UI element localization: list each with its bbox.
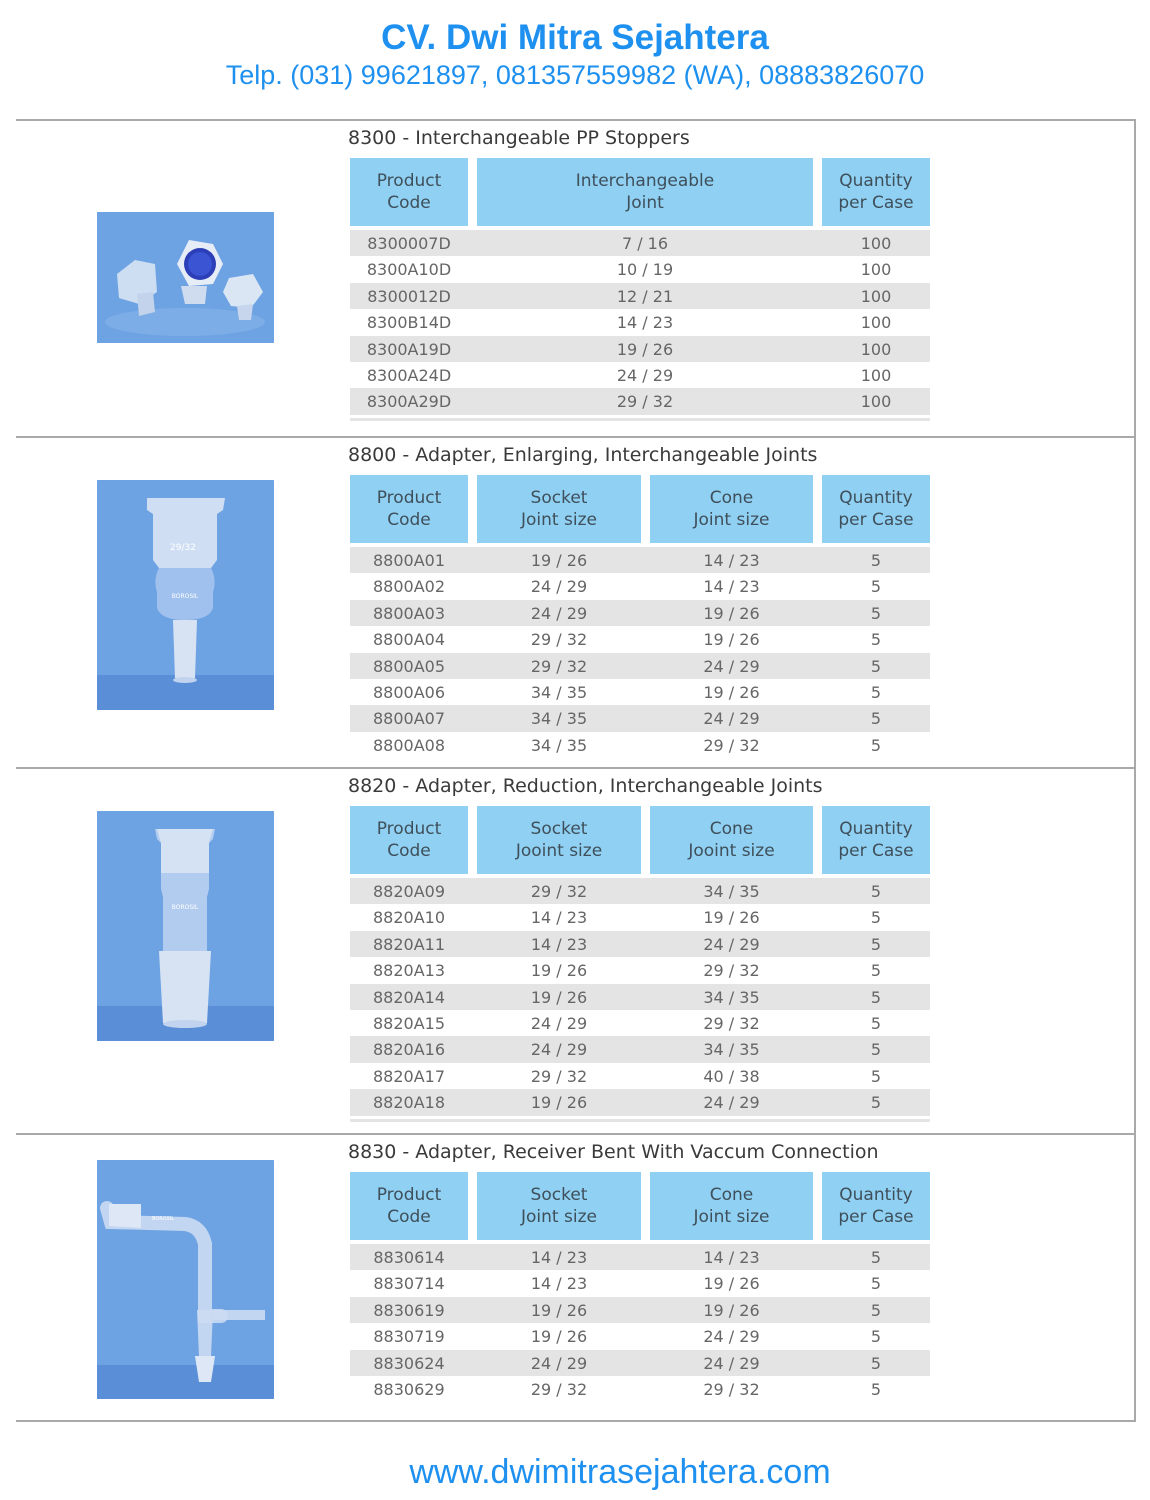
website-url[interactable]: www.dwimitrasejahtera.com	[409, 1453, 831, 1491]
table-row: 8820A11 14 / 23 24 / 29 5	[350, 931, 930, 957]
product-table	[350, 878, 930, 1116]
table-row: 8800A02 24 / 29 14 / 23 5	[372, 577, 882, 597]
table-row: 8300B14D 14 / 23 100	[366, 313, 892, 333]
table-row: 8820A16 24 / 29 34 / 35 5	[350, 1036, 930, 1062]
table-row: 8830629 29 / 32 29 / 32 5	[373, 1379, 882, 1399]
product-photo-receiver-bent-adapter	[97, 1160, 274, 1399]
table-row: 8830714 14 / 23 19 / 26 5	[373, 1274, 882, 1294]
column-header-socket-jooint-size: Socket Jooint size	[477, 806, 641, 874]
svg-text:BOROSIL: BOROSIL	[171, 904, 199, 911]
table-row: 8800A07 34 / 35 24 / 29 5	[350, 705, 930, 731]
column-header-product-code: Product Code	[350, 1172, 468, 1240]
section-title: 8300 - Interchangeable PP Stoppers	[348, 127, 690, 149]
section-8300	[16, 121, 1134, 436]
table-row: 8300A24D 24 / 29 100	[366, 365, 892, 385]
table-row: 8800A01 19 / 26 14 / 23 5	[350, 547, 930, 573]
column-header-product-code: Product Code	[350, 158, 468, 226]
table-row: 8820A10 14 / 23 19 / 26 5	[372, 908, 882, 928]
table-row: 8830619 19 / 26 19 / 26 5	[350, 1297, 930, 1323]
section-title: 8800 - Adapter, Enlarging, Interchangeable Joints	[348, 444, 818, 466]
table-row: 8830719 19 / 26 24 / 29 5	[373, 1327, 882, 1347]
product-table	[350, 230, 930, 415]
table-row: 8300A19D 19 / 26 100	[350, 336, 930, 362]
svg-text:BOROSIL: BOROSIL	[151, 1216, 175, 1222]
product-photo-enlarging-adapter	[97, 480, 274, 710]
table-row: 8800A04 29 / 32 19 / 26 5	[372, 630, 882, 650]
table-row: 8820A09 29 / 32 34 / 35 5	[350, 878, 930, 904]
table-row: 8820A13 19 / 26 29 / 32 5	[372, 961, 882, 981]
column-header-cone-joint-size: Cone Joint size	[650, 1172, 813, 1240]
column-header-cone-jooint-size: Cone Jooint size	[650, 806, 813, 874]
section-8830	[16, 1133, 1134, 1422]
table-row: 8830614 14 / 23 14 / 23 5	[350, 1244, 930, 1270]
product-photo-reduction-adapter	[97, 811, 274, 1041]
table-row: 8300A29D 29 / 32 100	[350, 388, 930, 414]
table-row: 8300A10D 10 / 19 100	[366, 260, 892, 280]
table-row: 8800A05 29 / 32 24 / 29 5	[350, 653, 930, 679]
phone-numbers: Telp. (031) 99621897, 081357559982 (WA), 08883826070	[225, 60, 925, 90]
receiver-bent-adapter-icon	[97, 1160, 274, 1399]
table-row: 8300007D 7 / 16 100	[350, 230, 930, 256]
section-8820	[16, 767, 1134, 1133]
column-header-quantity-per-case: Quantity per Case	[822, 475, 930, 543]
column-header-quantity-per-case: Quantity per Case	[822, 1172, 930, 1240]
column-header-product-code: Product Code	[350, 806, 468, 874]
product-table	[350, 1244, 930, 1402]
table-row: 8820A18 19 / 26 24 / 29 5	[350, 1089, 930, 1115]
column-header-socket-joint-size: Socket Joint size	[477, 475, 641, 543]
table-row: 8800A03 24 / 29 19 / 26 5	[350, 600, 930, 626]
svg-text:29/32: 29/32	[170, 543, 196, 553]
enlarging-adapter-icon	[97, 480, 274, 710]
product-table	[350, 547, 930, 758]
table-row: 8300012D 12 / 21 100	[350, 283, 930, 309]
section-title: 8820 - Adapter, Reduction, Interchangeable Joints	[348, 775, 823, 797]
table-row: 8800A08 34 / 35 29 / 32 5	[372, 735, 882, 755]
table-row: 8800A06 34 / 35 19 / 26 5	[372, 682, 882, 702]
table-row: 8820A14 19 / 26 34 / 35 5	[350, 984, 930, 1010]
product-catalog	[16, 119, 1136, 1422]
section-title: 8830 - Adapter, Receiver Bent With Vaccum Connection	[348, 1141, 879, 1163]
product-photo-pp-stoppers	[97, 212, 274, 343]
table-row: 8820A15 24 / 29 29 / 32 5	[372, 1013, 882, 1033]
column-header-quantity-per-case: Quantity per Case	[822, 806, 930, 874]
company-name: CV. Dwi Mitra Sejahtera	[381, 18, 769, 57]
table-row: 8830624 24 / 29 24 / 29 5	[350, 1350, 930, 1376]
table-end-rule	[350, 1119, 930, 1122]
column-header-quantity-per-case: Quantity per Case	[822, 158, 930, 226]
reduction-adapter-icon	[97, 811, 274, 1041]
section-8800	[16, 436, 1134, 767]
svg-text:BOROSIL: BOROSIL	[171, 593, 199, 600]
table-end-rule	[350, 418, 930, 421]
column-header-product-code: Product Code	[350, 475, 468, 543]
column-header-interchangeable-joint: Interchangeable Joint	[477, 158, 813, 226]
column-header-cone-joint-size: Cone Joint size	[650, 475, 813, 543]
pp-stoppers-icon	[97, 212, 274, 343]
column-header-socket-joint-size: Socket Joint size	[477, 1172, 641, 1240]
table-row: 8820A17 29 / 32 40 / 38 5	[372, 1066, 882, 1086]
